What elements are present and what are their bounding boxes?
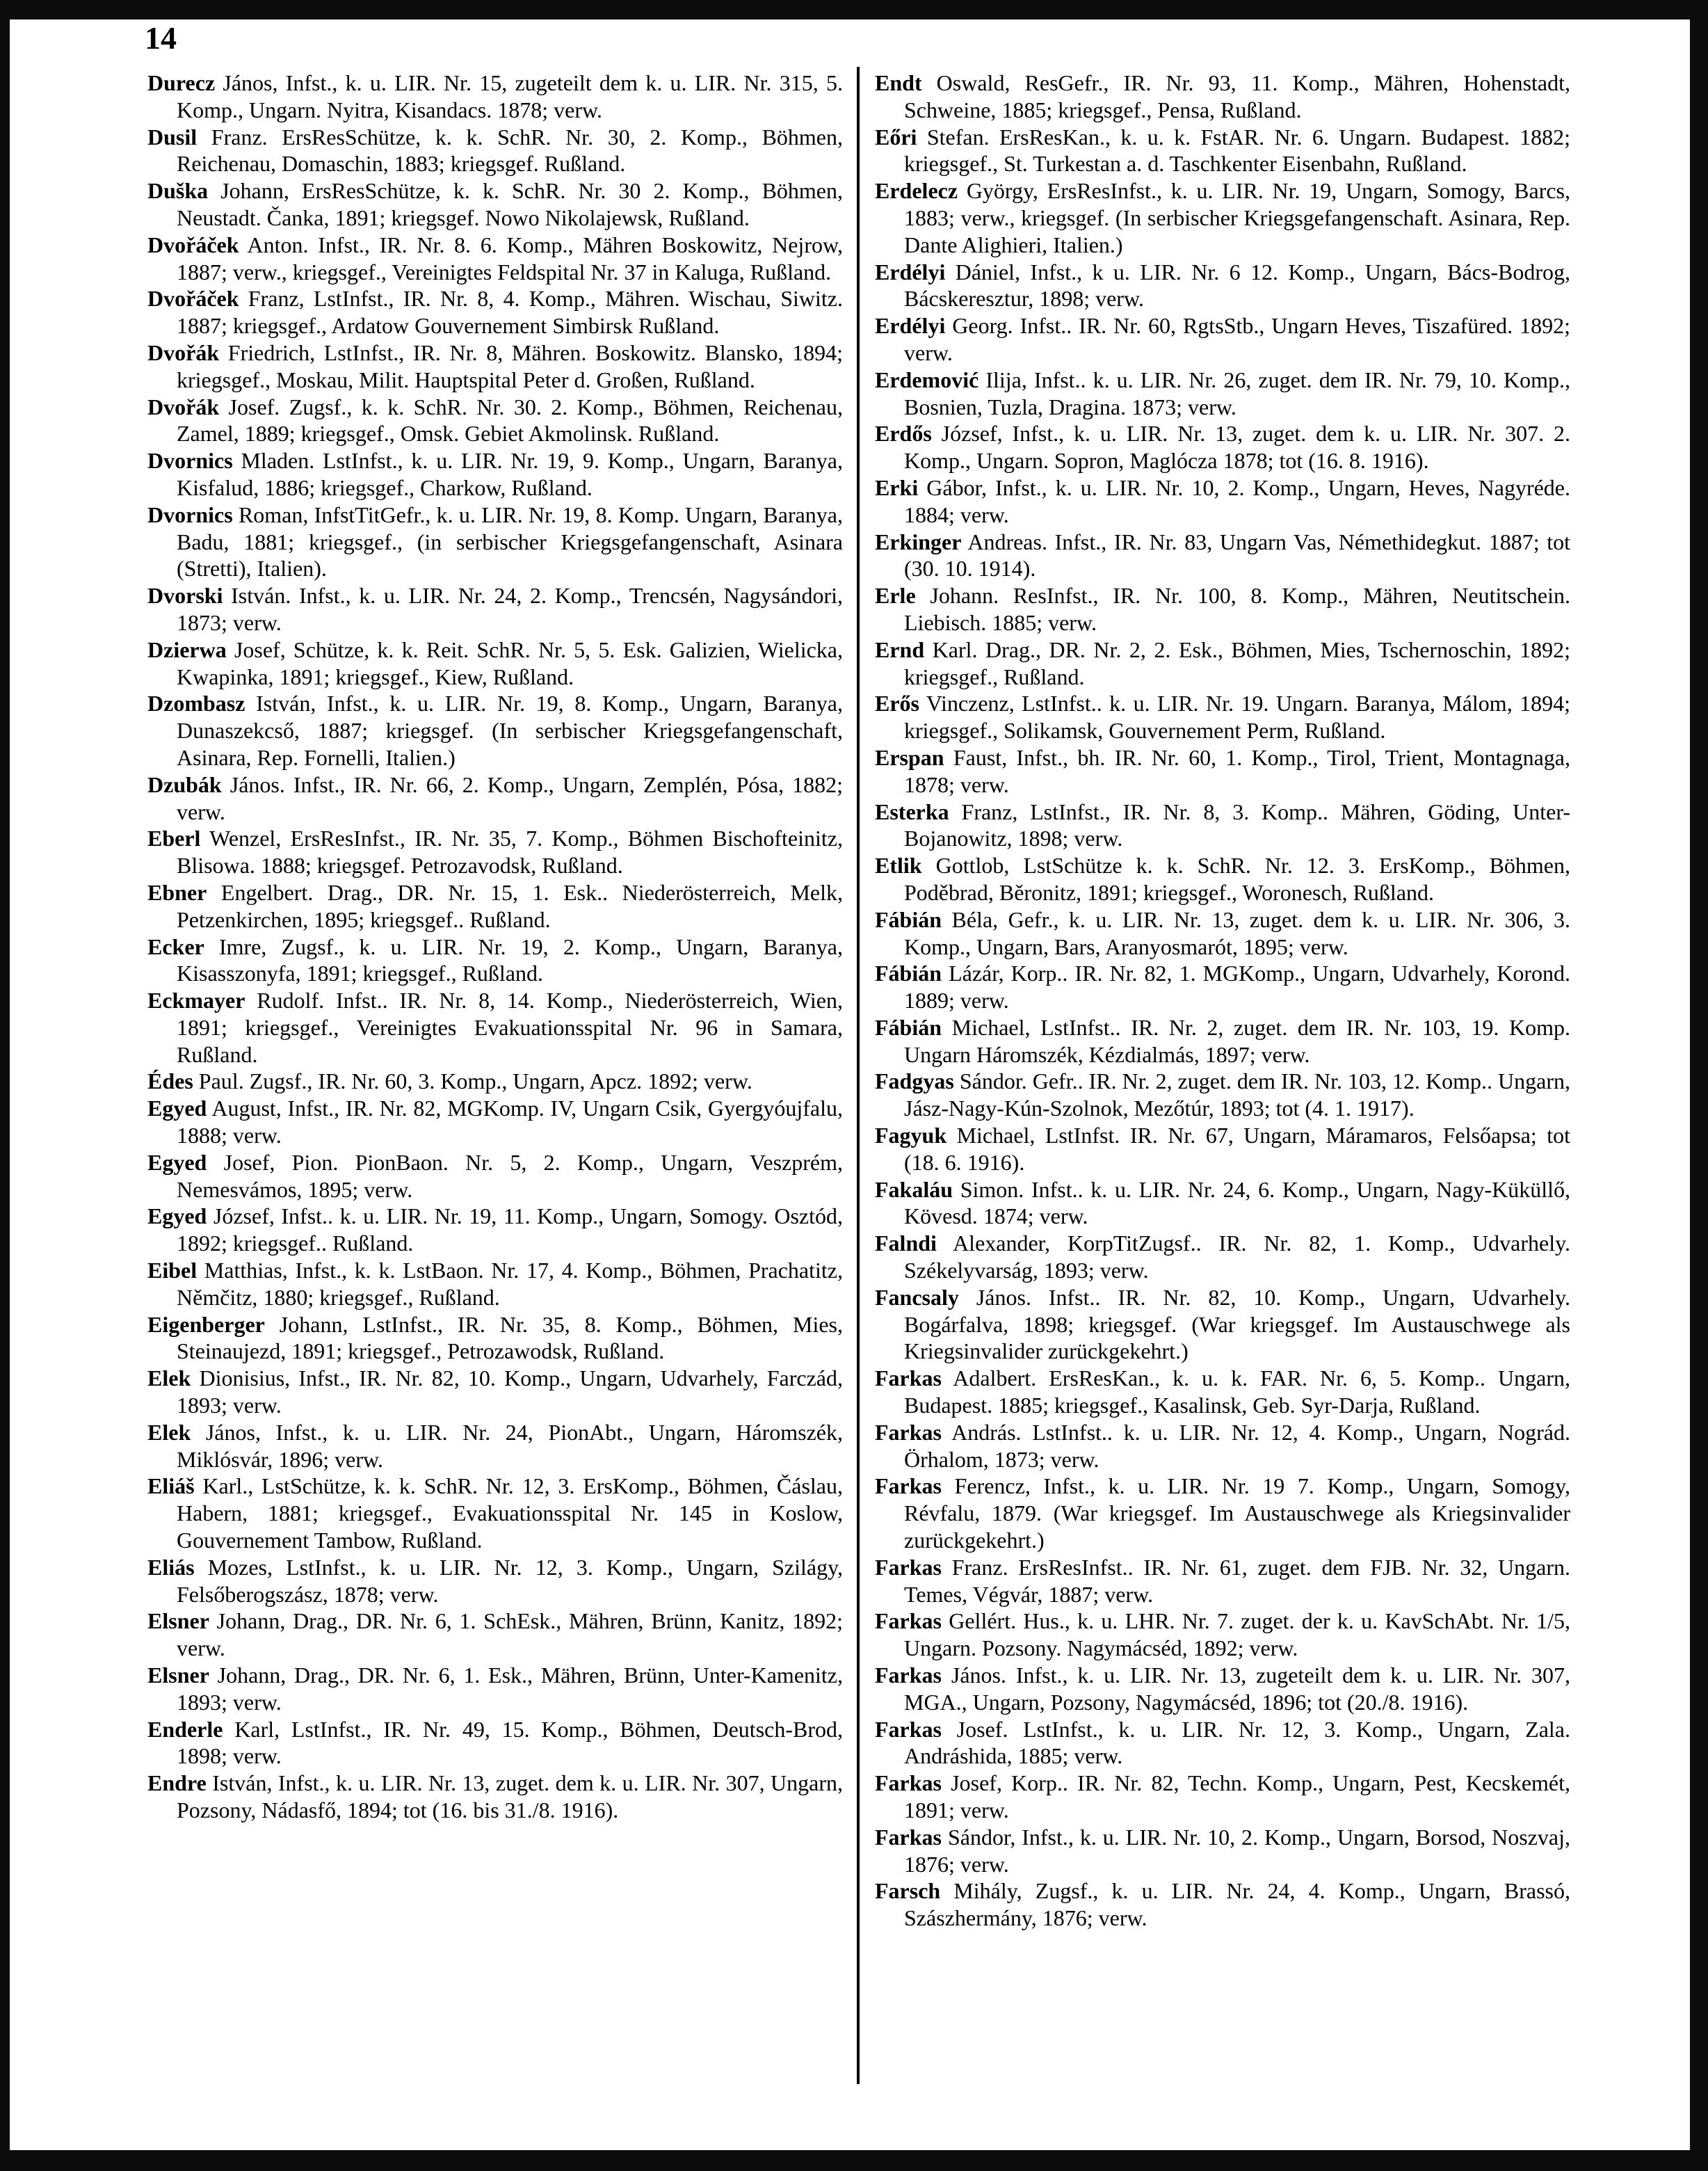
list-entry <box>147 1716 843 1770</box>
entry-details: Sándor. Gefr.. IR. Nr. 2, zuget. dem IR. Nr. 103, 12. Komp.. Ungarn, Jász-Nagy-Kún-Szolnok, Mezőtúr, 1893; tot (4. 1. 1917). <box>904 1068 1571 1121</box>
entry-surname: Erki <box>875 474 919 500</box>
list-entry <box>147 1257 843 1311</box>
entry-surname: Ecker <box>147 934 204 959</box>
list-entry <box>147 1203 843 1257</box>
entry-surname: Endt <box>875 70 922 95</box>
list-entry <box>875 367 1570 421</box>
entry-details: Josef. Zugsf., k. k. SchR. Nr. 30. 2. Komp., Böhmen, Reichenau, Zamel, 1889; kriegsgef., Omsk. Gebiet Akmolinsk. Rußland. <box>177 394 843 447</box>
scan-border-bottom <box>0 2150 1708 2171</box>
list-entry <box>147 124 843 178</box>
entry-surname: Dvořáček <box>147 286 239 312</box>
entry-details: Engelbert. Drag., DR. Nr. 15, 1. Esk.. Niederösterreich, Melk, Petzenkirchen, 1895; kriegsgef.. Rußland. <box>177 879 844 932</box>
entry-surname: Fábián <box>875 961 942 986</box>
entry-details: János. Infst.. IR. Nr. 82, 10. Komp., Ungarn, Udvarhely. Bogárfalva, 1898; kriegsgef. (War kriegsgef. Im Austauschwege als Kriegsinvalider zurückgekehrt.) <box>904 1284 1571 1364</box>
list-entry <box>147 177 843 232</box>
list-entry <box>147 1095 843 1149</box>
entry-surname: Farkas <box>875 1716 942 1742</box>
list-entry <box>875 1176 1570 1231</box>
entry-surname: Fagyuk <box>875 1123 947 1148</box>
page-number: 14 <box>145 20 177 56</box>
entry-details: Oswald, ResGefr., IR. Nr. 93, 11. Komp., Mähren, Hohenstadt, Schweine, 1885; kriegsgef., Pensa, Rußland. <box>904 70 1570 122</box>
entry-details: Johann, LstInfst., IR. Nr. 35, 8. Komp., Böhmen, Mies, Steinaujezd, 1891; kriegsgef., Petrozawodsk, Rußland. <box>177 1311 844 1364</box>
entry-surname: Farkas <box>875 1365 942 1391</box>
list-entry <box>875 124 1570 178</box>
list-entry <box>875 1068 1570 1122</box>
entry-surname: Farkas <box>875 1608 942 1634</box>
entry-details: Rudolf. Infst.. IR. Nr. 8, 14. Komp., Niederösterreich, Wien, 1891; kriegsgef., Vereinigtes Evakuationsspital Nr. 96 in Samara, Rußland. <box>177 988 844 1067</box>
entry-details: Mladen. LstInfst., k. u. LIR. Nr. 19, 9. Komp., Ungarn, Baranya, Kisfalud, 1886; kriegsgef., Charkow, Rußland. <box>177 448 844 500</box>
list-entry <box>875 474 1570 529</box>
entry-details: András. LstInfst.. k. u. LIR. Nr. 12, 4. Komp., Ungarn, Nográd. Örhalom, 1873; verw. <box>904 1419 1571 1472</box>
entry-surname: Farkas <box>875 1554 942 1580</box>
list-entry <box>147 1554 843 1608</box>
scan-border-right <box>1690 0 1708 2171</box>
entry-details: István, Infst., k. u. LIR. Nr. 19, 8. Komp., Ungarn, Baranya, Dunaszekcső, 1887; kriegsgef. (In serbischer Kriegsgefangenschaft, Asinara, Rep. Fornelli, Italien.) <box>177 691 844 770</box>
list-entry <box>147 1365 843 1419</box>
list-entry <box>875 1365 1570 1419</box>
entry-surname: Elsner <box>147 1663 209 1688</box>
entry-surname: Esterka <box>875 799 949 824</box>
entry-surname: Etlik <box>875 853 922 879</box>
entry-details: Georg. Infst.. IR. Nr. 60, RgtsStb., Ungarn Heves, Tiszafüred. 1892; verw. <box>904 313 1571 365</box>
entry-details: Johann. ResInfst., IR. Nr. 100, 8. Komp., Mähren, Neutitschein. Liebisch. 1885; verw. <box>904 583 1571 635</box>
right-column <box>875 70 1570 1932</box>
entry-surname: Eckmayer <box>147 988 245 1014</box>
list-entry <box>875 1877 1570 1932</box>
list-entry <box>875 1608 1570 1662</box>
entry-surname: Egyed <box>147 1203 207 1229</box>
list-entry <box>147 582 843 636</box>
entry-details: Vinczenz, LstInfst.. k. u. LIR. Nr. 19. Ungarn. Baranya, Málom, 1894; kriegsgef., Solikamsk, Gouvernement Perm, Rußland. <box>904 691 1571 744</box>
list-entry <box>875 1122 1570 1176</box>
list-entry <box>147 394 843 448</box>
entry-details: Anton. Infst., IR. Nr. 8. 6. Komp., Mähren Boskowitz, Nejrow, 1887; verw., kriegsgef., Vereinigtes Feldspital Nr. 37 in Kaluga, Rußland. <box>177 232 844 285</box>
entry-details: István, Infst., k. u. LIR. Nr. 13, zuget. dem k. u. LIR. Nr. 307, Ungarn, Pozsony, Nádasfő, 1894; tot (16. bis 31./8. 1916). <box>177 1770 844 1822</box>
list-entry <box>875 744 1570 799</box>
list-entry <box>875 690 1570 744</box>
entry-details: Franz, LstInfst., IR. Nr. 8, 4. Komp., Mähren. Wischau, Siwitz. 1887; kriegsgef., Ardatow Gouvernement Simbirsk Rußland. <box>177 286 844 339</box>
entry-surname: Eliáš <box>147 1473 195 1499</box>
entry-surname: Eberl <box>147 826 201 851</box>
entry-surname: Fadgyas <box>875 1068 954 1094</box>
entry-details: István. Infst., k. u. LIR. Nr. 24, 2. Komp., Trencsén, Nagysándori, 1873; verw. <box>177 583 844 635</box>
list-entry <box>147 1473 843 1553</box>
list-entry <box>875 1770 1570 1824</box>
entry-surname: Farkas <box>875 1663 942 1688</box>
entry-details: Franz. ErsResInfst.. IR. Nr. 61, zuget. dem FJB. Nr. 32, Ungarn. Temes, Végvár, 1887; verw. <box>904 1554 1571 1607</box>
entry-surname: Erspan <box>875 744 944 770</box>
entry-surname: Farkas <box>875 1419 942 1445</box>
entry-surname: Fakaláu <box>875 1176 953 1202</box>
entry-surname: Farkas <box>875 1473 942 1499</box>
entry-details: Imre, Zugsf., k. u. LIR. Nr. 19, 2. Komp., Ungarn, Baranya, Kisasszonyfa, 1891; kriegsgef., Rußland. <box>177 934 843 986</box>
list-entry <box>875 529 1570 583</box>
entry-surname: Dvorski <box>147 583 223 609</box>
entry-surname: Erős <box>875 691 919 716</box>
entry-surname: Elsner <box>147 1608 209 1634</box>
entry-details: August, Infst., IR. Nr. 82, MGKomp. IV, Ungarn Csik, Gyergyóujfalu, 1888; verw. <box>177 1096 844 1148</box>
list-entry <box>147 447 843 502</box>
list-entry <box>875 177 1570 258</box>
entry-surname: Enderle <box>147 1716 223 1742</box>
entry-details: Josef, Schütze, k. k. Reit. SchR. Nr. 5, 5. Esk. Galizien, Wielicka, Kwapinka, 1891; kriegsgef., Kiew, Rußland. <box>177 636 844 689</box>
entry-details: Gellért. Hus., k. u. LHR. Nr. 7. zuget. der k. u. KavSchAbt. Nr. 1/5, Ungarn. Pozsony. Nagymácséd, 1892; verw. <box>904 1608 1571 1661</box>
entry-details: Paul. Zugsf., IR. Nr. 60, 3. Komp., Ungarn, Apcz. 1892; verw. <box>198 1068 752 1094</box>
column-divider <box>857 67 860 2084</box>
entry-details: János, Infst., k. u. LIR. Nr. 24, PionAbt., Ungarn, Háromszék, Miklósvár, 1896; verw. <box>177 1419 844 1472</box>
entry-surname: Eliás <box>147 1554 195 1580</box>
list-entry <box>875 1014 1570 1068</box>
list-entry <box>147 1770 843 1824</box>
entry-details: Sándor, Infst., k. u. LIR. Nr. 10, 2. Komp., Ungarn, Borsod, Noszvaj, 1876; verw. <box>904 1824 1571 1877</box>
entry-surname: Erdelecz <box>875 178 958 204</box>
entry-details: Karl., LstSchütze, k. k. SchR. Nr. 12, 3. ErsKomp., Böhmen, Čáslau, Habern, 1881; kriegsgef., Evakuationsspital Nr. 145 in Koslow, Gouvernement Tambow, Rußland. <box>177 1473 844 1553</box>
list-entry <box>875 1554 1570 1608</box>
list-entry <box>147 502 843 582</box>
entry-surname: Erkinger <box>875 529 962 554</box>
entry-details: Johann, ErsResSchütze, k. k. SchR. Nr. 30 2. Komp., Böhmen, Neustadt. Čanka, 1891; kriegsgef. Nowo Nikolajewsk, Rußland. <box>177 178 844 230</box>
list-entry <box>147 232 843 286</box>
list-entry <box>147 1149 843 1203</box>
list-entry <box>147 1068 843 1095</box>
entry-details: Gottlob, LstSchütze k. k. SchR. Nr. 12. 3. ErsKomp., Böhmen, Poděbrad, Běronitz, 1891; kriegsgef., Woronesch, Rußland. <box>904 853 1571 905</box>
list-entry <box>875 636 1570 691</box>
entry-surname: Dvořáček <box>147 232 239 257</box>
entry-details: Matthias, Infst., k. k. LstBaon. Nr. 17, 4. Komp., Böhmen, Prachatitz, Němčitz, 1880; kriegsgef., Rußland. <box>177 1258 844 1310</box>
entry-surname: Elek <box>147 1419 191 1445</box>
entry-surname: Durecz <box>147 70 216 95</box>
entry-details: Franz. ErsResSchütze, k. k. SchR. Nr. 30, 2. Komp., Böhmen, Reichenau, Domaschin, 1883; kriegsgef. Rußland. <box>177 124 844 177</box>
entry-details: Dionisius, Infst., IR. Nr. 82, 10. Komp., Ungarn, Udvarhely, Farczád, 1893; verw. <box>177 1365 844 1418</box>
entry-details: Stefan. ErsResKan., k. u. k. FstAR. Nr. 6. Ungarn. Budapest. 1882; kriegsgef., St. Turkestan a. d. Taschkenter Eisenbahn, Rußland. <box>904 124 1570 177</box>
list-entry <box>147 636 843 691</box>
entry-surname: Dvořák <box>147 339 220 365</box>
entry-surname: Eigenberger <box>147 1311 265 1337</box>
entry-details: Ilija, Infst.. k. u. LIR. Nr. 26, zuget. dem IR. Nr. 79, 10. Komp., Bosnien, Tuzla, Dragina. 1873; verw. <box>904 367 1571 419</box>
entry-details: Andreas. Infst., IR. Nr. 83, Ungarn Vas, Némethidegkut. 1887; tot (30. 10. 1914). <box>904 529 1571 582</box>
entry-surname: Fábián <box>875 1014 942 1040</box>
list-entry <box>147 1311 843 1365</box>
entry-surname: Elek <box>147 1365 191 1391</box>
scan-border-left <box>0 0 10 2171</box>
list-entry <box>875 1716 1570 1770</box>
entry-surname: Dzombasz <box>147 691 245 716</box>
entry-surname: Endre <box>147 1770 207 1796</box>
list-entry <box>875 1230 1570 1284</box>
list-entry <box>875 312 1570 367</box>
entry-surname: Eibel <box>147 1258 198 1283</box>
entry-details: Béla, Gefr., k. u. LIR. Nr. 13, zuget. dem k. u. LIR. Nr. 306, 3. Komp., Ungarn, Bars, Aranyosmarót, 1895; verw. <box>904 906 1571 959</box>
entry-details: Franz, LstInfst., IR. Nr. 8, 3. Komp.. Mähren, Göding, Unter-Bojanowitz, 1898; verw. <box>904 799 1571 851</box>
list-entry <box>875 852 1570 906</box>
entry-details: György, ErsResInfst., k. u. LIR. Nr. 19, Ungarn, Somogy, Barcs, 1883; verw., kriegsgef. (In serbischer Kriegsgefangenschaft. Asinara, Rep. Dante Alighieri, Italien.) <box>904 178 1571 257</box>
entry-surname: Dzierwa <box>147 636 227 662</box>
entry-details: Johann, Drag., DR. Nr. 6, 1. Esk., Mähren, Brünn, Unter-Kamenitz, 1893; verw. <box>177 1663 844 1715</box>
list-entry <box>147 1608 843 1662</box>
entry-surname: Farsch <box>875 1878 941 1904</box>
entry-surname: Falndi <box>875 1231 937 1256</box>
entry-details: Friedrich, LstInfst., IR. Nr. 8, Mähren. Boskowitz. Blansko, 1894; kriegsgef., Moskau, Milit. Hauptspital Peter d. Großen, Rußland. <box>177 339 844 392</box>
entry-details: János. Infst., k. u. LIR. Nr. 13, zugeteilt dem k. u. LIR. Nr. 307, MGA., Ungarn, Pozsony, Nagymácséd, 1896; tot (20./8. 1916). <box>904 1663 1571 1715</box>
entry-details: Johann, Drag., DR. Nr. 6, 1. SchEsk., Mähren, Brünn, Kanitz, 1892; verw. <box>177 1608 844 1661</box>
entry-surname: Fancsaly <box>875 1284 959 1310</box>
list-entry <box>875 1824 1570 1878</box>
entry-surname: Erle <box>875 583 916 609</box>
entry-details: Karl. Drag., DR. Nr. 2, 2. Esk., Böhmen, Mies, Tschernoschin, 1892; kriegsgef., Rußland. <box>904 636 1571 689</box>
scan-border-top <box>0 0 1708 19</box>
list-entry <box>147 690 843 771</box>
entry-details: Mihály, Zugsf., k. u. LIR. Nr. 24, 4. Komp., Ungarn, Brassó, Szászhermány, 1876; verw. <box>904 1878 1571 1931</box>
list-entry <box>875 1284 1570 1365</box>
entry-details: Roman, InfstTitGefr., k. u. LIR. Nr. 19, 8. Komp. Ungarn, Baranya, Badu, 1881; kriegsgef., (in serbischer Kriegsgefangenschaft, Asinara (Stretti), Italien). <box>177 502 844 582</box>
entry-surname: Dvornics <box>147 448 233 474</box>
entry-details: Faust, Infst., bh. IR. Nr. 60, 1. Komp., Tirol, Trient, Montagnaga, 1878; verw. <box>904 744 1571 797</box>
list-entry <box>147 70 843 124</box>
entry-details: Alexander, KorpTitZugsf.. IR. Nr. 82, 1. Komp., Udvarhely. Székelyvarság, 1893; verw. <box>904 1231 1570 1283</box>
entry-details: János, Infst., k. u. LIR. Nr. 15, zugeteilt dem k. u. LIR. Nr. 315, 5. Komp., Ungarn. Nyitra, Kisandacs. 1878; verw. <box>177 70 844 122</box>
list-entry <box>147 339 843 394</box>
entry-surname: Fábián <box>875 906 942 932</box>
entry-surname: Egyed <box>147 1149 207 1175</box>
entry-details: Adalbert. ErsResKan., k. u. k. FAR. Nr. 6, 5. Komp.. Ungarn, Budapest. 1885; kriegsgef., Kasalinsk, Geb. Syr-Darja, Rußland. <box>904 1365 1570 1418</box>
entry-details: Gábor, Infst., k. u. LIR. Nr. 10, 2. Komp., Ungarn, Heves, Nagyréde. 1884; verw. <box>904 474 1570 527</box>
list-entry <box>875 1419 1570 1473</box>
list-entry <box>875 259 1570 313</box>
entry-surname: Eőri <box>875 124 917 150</box>
entry-details: Ferencz, Infst., k. u. LIR. Nr. 19 7. Komp., Ungarn, Somogy, Révfalu, 1879. (War kriegsgef. Im Austauschwege als Kriegsinvalider zurückgekehrt.) <box>904 1473 1571 1553</box>
list-entry <box>147 879 843 934</box>
entry-surname: Egyed <box>147 1096 207 1121</box>
entry-details: Simon. Infst.. k. u. LIR. Nr. 24, 6. Komp., Ungarn, Nagy-Küküllő, Kövesd. 1874; verw. <box>904 1176 1571 1229</box>
entry-details: Dániel, Infst., k u. LIR. Nr. 6 12. Komp., Ungarn, Bács-Bodrog, Bácskeresztur, 1898; verw. <box>904 259 1571 312</box>
entry-details: Mozes, LstInfst., k. u. LIR. Nr. 12, 3. Komp., Ungarn, Szilágy, Felsőberogszász, 1878; verw. <box>177 1554 844 1607</box>
entry-details: Josef, Korp.. IR. Nr. 82, Techn. Komp., Ungarn, Pest, Kecskemét, 1891; verw. <box>904 1770 1571 1822</box>
entry-details: Karl, LstInfst., IR. Nr. 49, 15. Komp., Böhmen, Deutsch-Brod, 1898; verw. <box>177 1716 844 1769</box>
entry-surname: Dvornics <box>147 502 233 527</box>
entry-surname: Erdős <box>875 421 932 447</box>
list-entry <box>147 987 843 1068</box>
list-entry <box>147 825 843 879</box>
entry-surname: Dusil <box>147 124 198 150</box>
list-entry <box>875 582 1570 636</box>
list-entry <box>875 1473 1570 1553</box>
list-entry <box>147 285 843 339</box>
entry-details: Michael, LstInfst.. IR. Nr. 2, zuget. dem IR. Nr. 103, 19. Komp. Ungarn Háromszék, Kézdialmás, 1897; verw. <box>904 1014 1571 1067</box>
entry-details: József, Infst., k. u. LIR. Nr. 13, zuget. dem k. u. LIR. Nr. 307. 2. Komp., Ungarn. Sopron, Maglócza 1878; tot (16. 8. 1916). <box>904 421 1571 474</box>
entry-details: Wenzel, ErsResInfst., IR. Nr. 35, 7. Komp., Böhmen Bischofteinitz, Blisowa. 1888; kriegsgef. Petrozavodsk, Rußland. <box>177 826 844 879</box>
entry-surname: Erdélyi <box>875 259 946 285</box>
entry-surname: Erdemović <box>875 367 979 392</box>
entry-surname: Édes <box>147 1068 193 1094</box>
list-entry <box>875 960 1570 1014</box>
entry-details: József, Infst.. k. u. LIR. Nr. 19, 11. Komp., Ungarn, Somogy. Osztód, 1892; kriegsgef.. Rußland. <box>177 1203 844 1256</box>
entry-details: János. Infst., IR. Nr. 66, 2. Komp., Ungarn, Zemplén, Pósa, 1882; verw. <box>177 771 844 824</box>
entry-details: Josef. LstInfst., k. u. LIR. Nr. 12, 3. Komp., Ungarn, Zala. Andráshida, 1885; verw. <box>904 1716 1571 1769</box>
entry-surname: Erdélyi <box>875 313 946 339</box>
list-entry <box>875 1662 1570 1716</box>
entry-surname: Ernd <box>875 636 925 662</box>
list-entry <box>147 1419 843 1473</box>
list-entry <box>875 420 1570 474</box>
list-entry <box>147 934 843 988</box>
entry-surname: Duška <box>147 178 209 204</box>
list-entry <box>875 70 1570 124</box>
list-entry <box>875 906 1570 961</box>
entry-surname: Ebner <box>147 879 207 905</box>
entry-surname: Farkas <box>875 1824 942 1850</box>
entry-details: Michael, LstInfst. IR. Nr. 67, Ungarn, Máramaros, Felsőapsa; tot (18. 6. 1916). <box>904 1123 1571 1175</box>
entry-details: Josef, Pion. PionBaon. Nr. 5, 2. Komp., Ungarn, Veszprém, Nemesvámos, 1895; verw. <box>177 1149 844 1202</box>
list-entry <box>875 799 1570 853</box>
entry-surname: Dvořák <box>147 394 220 419</box>
entry-details: Lázár, Korp.. IR. Nr. 82, 1. MGKomp., Ungarn, Udvarhely, Korond. 1889; verw. <box>904 961 1571 1014</box>
list-entry <box>147 1662 843 1716</box>
list-entry <box>147 771 843 826</box>
entry-surname: Dzubák <box>147 771 222 797</box>
entry-surname: Farkas <box>875 1770 942 1796</box>
left-column <box>147 70 843 1824</box>
